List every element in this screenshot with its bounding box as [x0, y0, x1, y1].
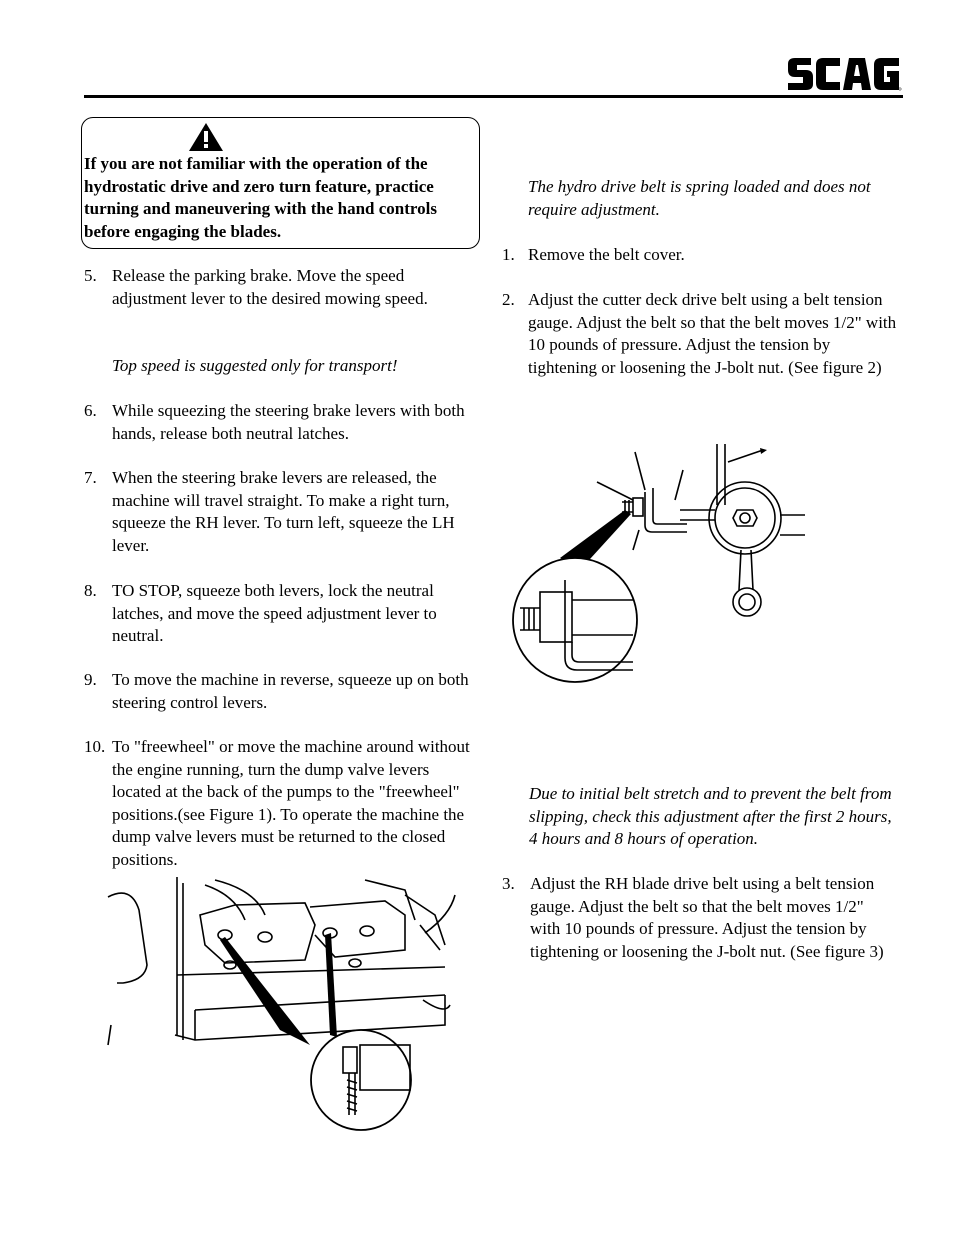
note-hydro-belt: The hydro drive belt is spring loaded and does not require adjustment.	[528, 177, 871, 219]
note-top-speed: Top speed is suggested only for transport!	[112, 356, 398, 375]
step-number: 5.	[84, 266, 97, 285]
scag-logo	[786, 56, 902, 92]
step-text: While squeezing the steering brake levers with both hands, release both neutral latches.	[112, 401, 465, 443]
step-2	[502, 289, 897, 379]
step-text: To "freewheel" or move the machine around without the engine running, turn the dump valve levers located at the back of the pumps to the "freewheel" positions.(see Figure 1). To operate the machine the dump valve levers must be returned to the closed positions.	[112, 737, 470, 869]
step-number: 1.	[502, 245, 515, 264]
step-text: Release the parking brake. Move the speed adjustment lever to the desired mowing speed.	[112, 266, 428, 308]
warning-text: If you are not familiar with the operation of the hydrostatic drive and zero turn feature, practice turning and maneuvering with the hand controls before engaging the blades.	[84, 154, 437, 241]
header-rule	[84, 95, 903, 98]
step-10	[84, 736, 476, 871]
warning-triangle-icon	[188, 122, 224, 152]
step-9	[84, 669, 474, 714]
figure-1-dump-valve-illustration	[105, 875, 455, 1130]
step-text: To move the machine in reverse, squeeze up on both steering control levers.	[112, 670, 469, 712]
step-number: 8.	[84, 581, 97, 600]
step-text: Adjust the RH blade drive belt using a belt tension gauge. Adjust the belt so that the belt moves 1/2" with 10 pounds of pressure. Adjust the tension by tightening or loosening the J-bolt nut. (See figure 3)	[530, 874, 884, 961]
step-3	[502, 873, 897, 963]
step-6	[84, 400, 474, 445]
step-text: Remove the belt cover.	[528, 245, 685, 264]
step-number: 2.	[502, 290, 515, 309]
step-8	[84, 580, 474, 648]
step-number: 6.	[84, 401, 97, 420]
step-number: 7.	[84, 468, 97, 487]
step-text: TO STOP, squeeze both levers, lock the neutral latches, and move the speed adjustment lever to neutral.	[112, 581, 437, 645]
step-number: 9.	[84, 670, 97, 689]
step-1	[502, 244, 897, 267]
step-text: Adjust the cutter deck drive belt using a belt tension gauge. Adjust the belt so that the belt moves 1/2" with 10 pounds of pressure. Adjust the tension by tightening or loosening the J-bolt nut. (See figure 2)	[528, 290, 897, 377]
step-7	[84, 467, 474, 557]
step-5	[84, 265, 474, 310]
step-text: When the steering brake levers are released, the machine will travel straight. To make a right turn, squeeze the RH lever. To turn left, squeeze the LH lever.	[112, 468, 455, 555]
note-belt-stretch: Due to initial belt stretch and to prevent the belt from slipping, check this adjustment after the first 2 hours, 4 hours and 8 hours of operation.	[529, 784, 892, 848]
figure-2-j-bolt-illustration	[505, 440, 805, 685]
step-number: 10.	[84, 737, 106, 756]
step-number: 3.	[502, 874, 515, 893]
